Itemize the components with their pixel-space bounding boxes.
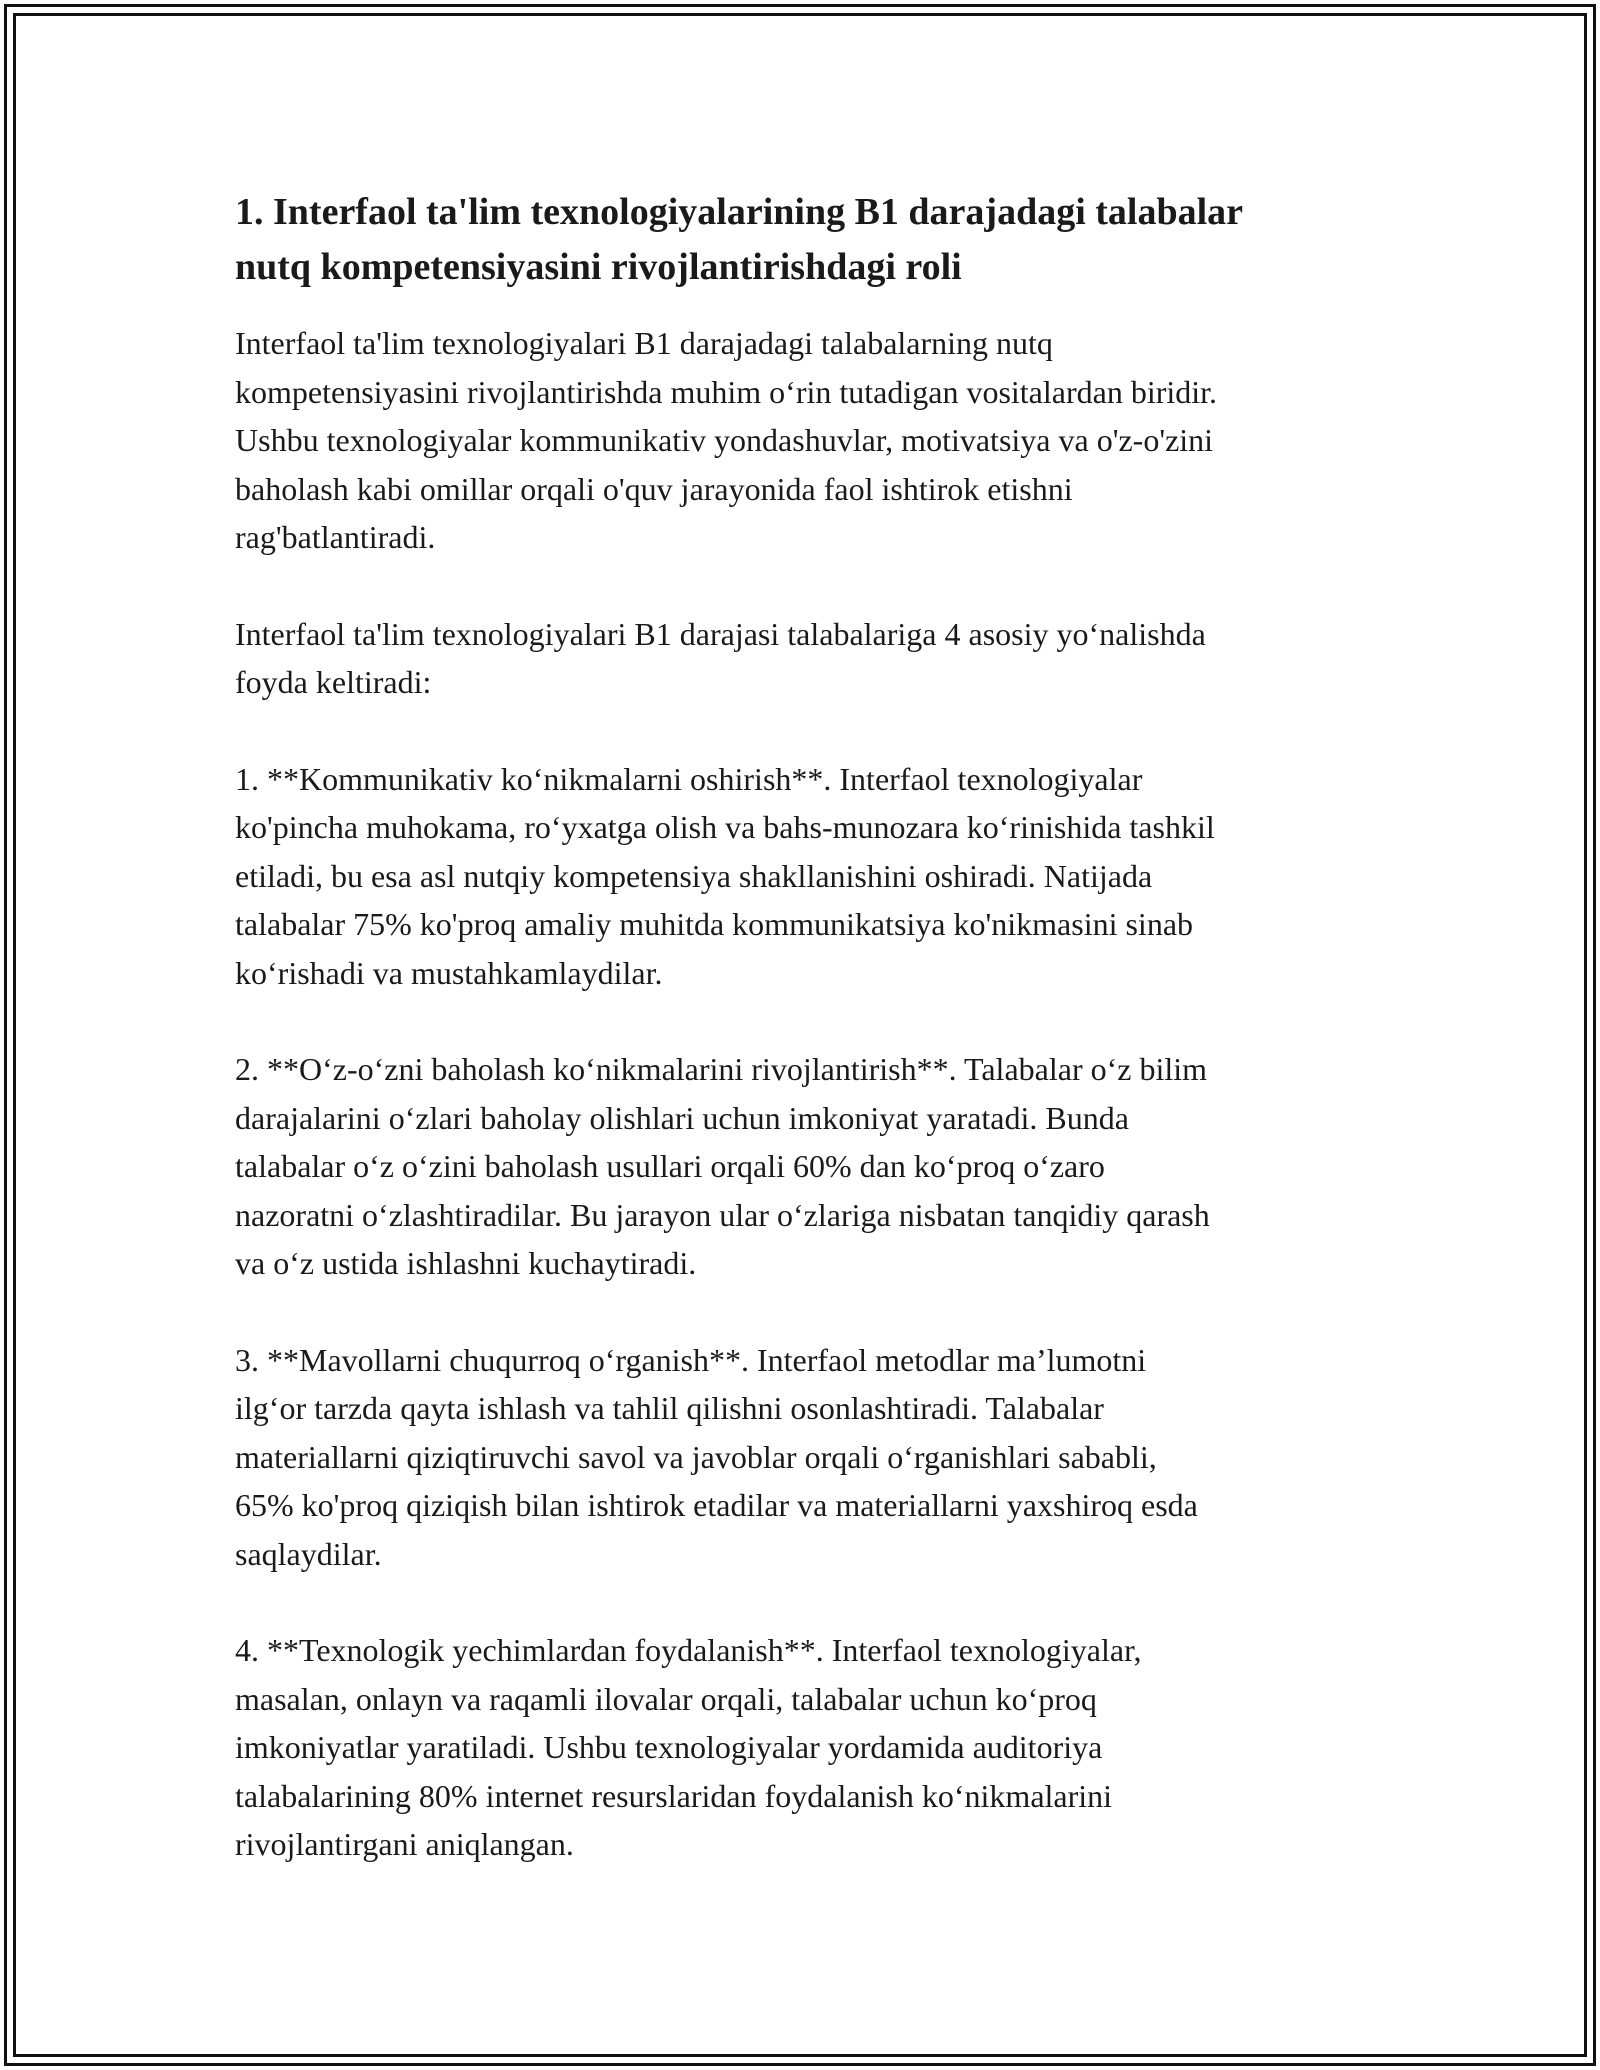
- text-line: talabalar o‘z o‘zini baholash usullari orqali 60% dan ko‘proq o‘zaro: [235, 1148, 1105, 1184]
- title-line: 1. Interfaol ta'lim texnologiyalarining B1 darajadagi talabalar: [235, 191, 1244, 233]
- text-line: saqlaydilar.: [235, 1535, 382, 1572]
- text-line: Ushbu texnologiyalar kommunikativ yondashuvlar, motivatsiya va o'z-o'zini: [235, 422, 1214, 458]
- text-line: ilg‘or tarzda qayta ishlash va tahlil qilishni osonlashtiradi. Talabalar: [235, 1390, 1104, 1426]
- text-line: baholash kabi omillar orqali o'quv jarayonida faol ishtirok etishni: [235, 470, 1073, 507]
- text-line: foyda keltiradi:: [235, 664, 432, 700]
- text-line: etiladi, bu esa asl nutqiy kompetensiya shakllanishini oshiradi. Natijada: [235, 857, 1153, 894]
- text-line: kompetensiyasini rivojlantirishda muhim o‘rin tutadigan vositalardan biridir.: [235, 373, 1218, 410]
- text-line: 1. **Kommunikativ ko‘nikmalarni oshirish**. Interfaol texnologiyalar: [235, 760, 1143, 797]
- text-line: 2. **O‘z-o‘zni baholash ko‘nikmalarini rivojlantirish**. Talabalar o‘z bilim: [235, 1051, 1208, 1087]
- text-line: ko‘rishadi va mustahkamlaydilar.: [235, 954, 663, 991]
- text-line: rag'batlantiradi.: [235, 519, 436, 555]
- text-line: 65% ko'proq qiziqish bilan ishtirok etadilar va materiallarni yaxshiroq esda: [235, 1487, 1198, 1523]
- summary-paragraph: [235, 610, 1385, 707]
- text-line: ko'pincha muhokama, ro‘yxatga olish va bahs-munozara ko‘rinishida tashkil: [235, 809, 1215, 845]
- text-line: nazoratni o‘zlashtiradilar. Bu jarayon ular o‘zlariga nisbatan tanqidiy qarash: [235, 1196, 1210, 1233]
- intro-paragraph: [235, 319, 1385, 562]
- document-title: [235, 185, 1385, 295]
- text-line: imkoniyatlar yaratiladi. Ushbu texnologiyalar yordamida auditoriya: [235, 1729, 1103, 1765]
- text-line: 3. **Mavollarni chuqurroq o‘rganish**. Interfaol metodlar ma’lumotni: [235, 1341, 1147, 1378]
- list-item-4: [235, 1626, 1385, 1869]
- text-line: 4. **Texnologik yechimlardan foydalanish**. Interfaol texnologiyalar,: [235, 1632, 1142, 1668]
- text-line: talabalarining 80% internet resurslaridan foydalanish ko‘nikmalarini: [235, 1777, 1113, 1814]
- list-item-3: [235, 1336, 1385, 1579]
- text-line: rivojlantirgani aniqlangan.: [235, 1826, 574, 1862]
- text-line: masalan, onlayn va raqamli ilovalar orqali, talabalar uchun ko‘proq: [235, 1680, 1097, 1717]
- document-body: [235, 185, 1385, 1917]
- text-line: Interfaol ta'lim texnologiyalari B1 darajasi talabalariga 4 asosiy yo‘nalishda: [235, 615, 1206, 652]
- text-line: va o‘z ustida ishlashni kuchaytiradi.: [235, 1245, 697, 1281]
- text-line: talabalar 75% ko'proq amaliy muhitda kommunikatsiya ko'nikmasini sinab: [235, 906, 1194, 942]
- text-line: materiallarni qiziqtiruvchi savol va javoblar orqali o‘rganishlari sababli,: [235, 1438, 1157, 1475]
- title-line: nutq kompetensiyasini rivojlantirishdagi roli: [235, 246, 962, 288]
- text-line: darajalarini o‘zlari baholay olishlari uchun imkoniyat yaratadi. Bunda: [235, 1099, 1129, 1136]
- list-item-2: [235, 1045, 1385, 1288]
- list-item-1: [235, 755, 1385, 998]
- text-line: Interfaol ta'lim texnologiyalari B1 darajadagi talabalarning nutq: [235, 325, 1053, 361]
